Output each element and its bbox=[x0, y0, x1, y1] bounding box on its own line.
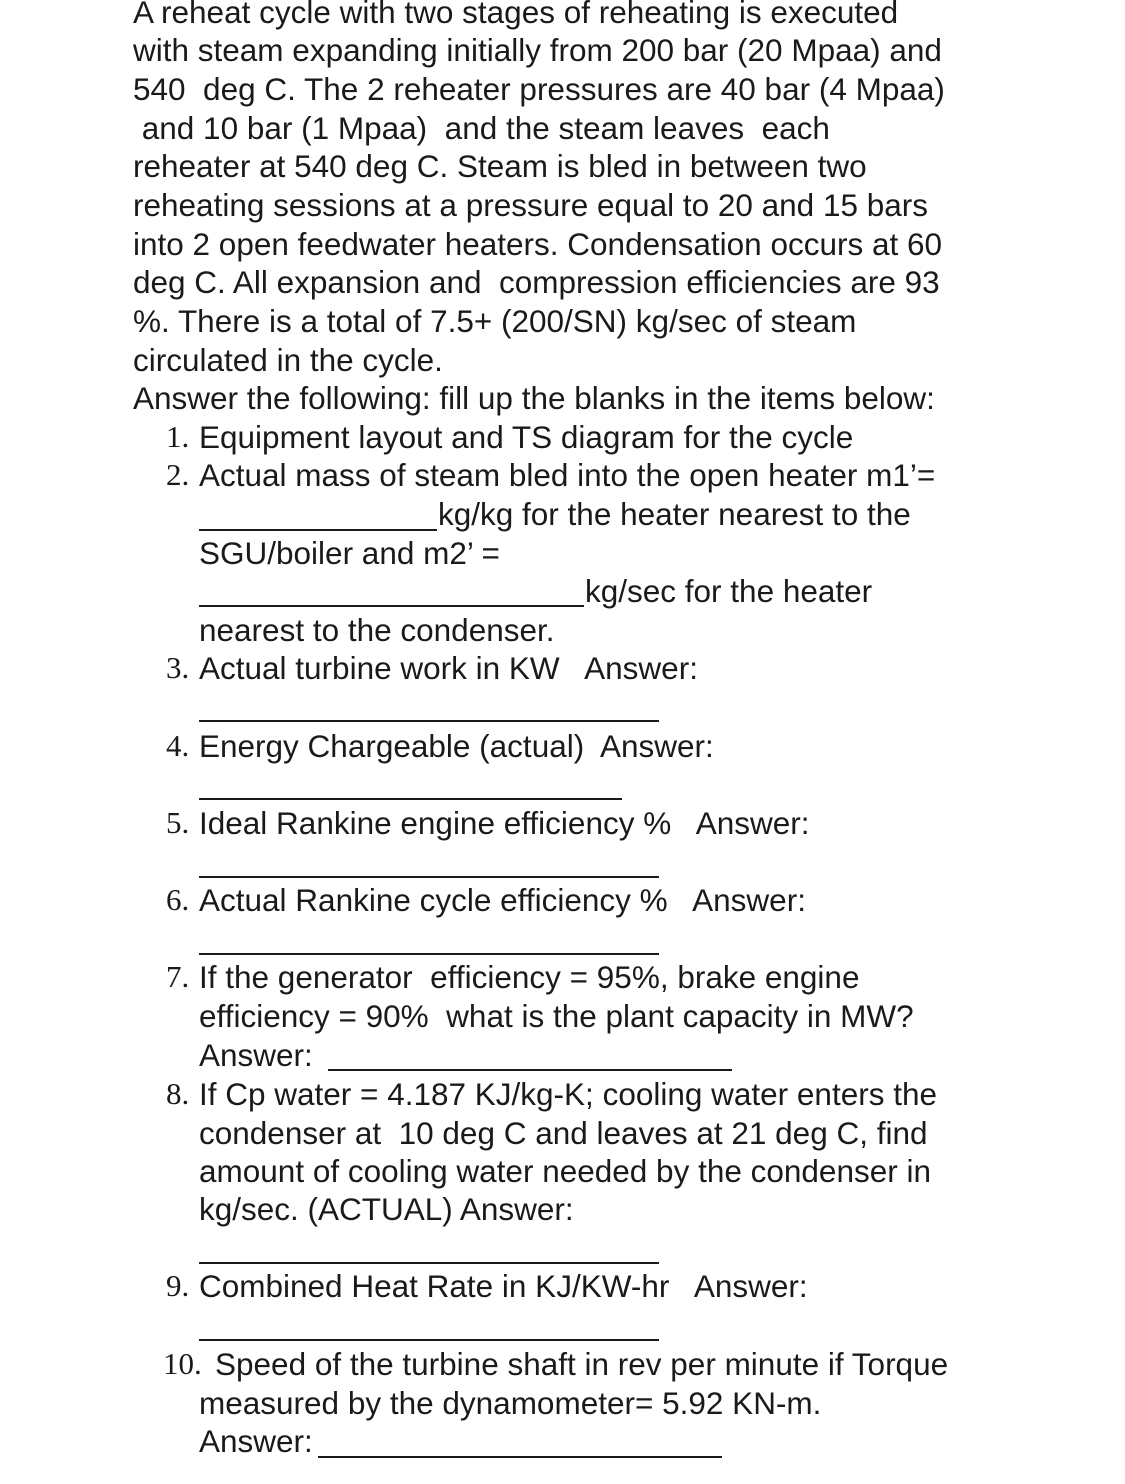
answer-blank-m2[interactable] bbox=[199, 605, 584, 607]
answer-blank[interactable] bbox=[199, 1339, 659, 1341]
item-text: Answer: bbox=[199, 1037, 313, 1073]
item-text: Actual turbine work in KW Answer: bbox=[199, 650, 698, 686]
problem-line: 540 deg C. The 2 reheater pressures are 40 bar (4 Mpaa) bbox=[133, 71, 945, 107]
problem-line: into 2 open feedwater heaters. Condensation occurs at 60 bbox=[133, 226, 943, 262]
answer-blank[interactable] bbox=[328, 1069, 732, 1071]
item-text: efficiency = 90% what is the plant capacity in MW? bbox=[199, 998, 914, 1034]
item-text: SGU/boiler and m2’ = bbox=[199, 535, 500, 571]
answer-blank[interactable] bbox=[199, 798, 622, 800]
problem-line: %. There is a total of 7.5+ (200/SN) kg/sec of steam bbox=[133, 303, 857, 339]
item-number: 9. bbox=[166, 1268, 190, 1303]
item-number: 4. bbox=[166, 728, 190, 763]
answer-blank[interactable] bbox=[318, 1456, 722, 1458]
item-text: condenser at 10 deg C and leaves at 21 deg C, find bbox=[199, 1115, 928, 1151]
answer-blank[interactable] bbox=[199, 1262, 659, 1264]
item-text: Combined Heat Rate in KJ/KW-hr Answer: bbox=[199, 1268, 808, 1304]
item-text: Speed of the turbine shaft in rev per minute if Torque bbox=[215, 1346, 949, 1382]
item-number: 10. bbox=[163, 1346, 202, 1381]
item-number: 3. bbox=[166, 650, 190, 685]
item-number: 7. bbox=[166, 959, 190, 994]
item-text: Equipment layout and TS diagram for the cycle bbox=[199, 419, 854, 455]
item-text: Actual Rankine cycle efficiency % Answer: bbox=[199, 882, 806, 918]
answer-blank[interactable] bbox=[199, 953, 659, 955]
problem-line: reheater at 540 deg C. Steam is bled in between two bbox=[133, 148, 867, 184]
item-text: Actual mass of steam bled into the open heater m1’= bbox=[199, 457, 936, 493]
item-text: amount of cooling water needed by the condenser in bbox=[199, 1153, 931, 1189]
problem-line: and 10 bar (1 Mpaa) and the steam leaves each bbox=[133, 110, 830, 146]
item-text: kg/kg for the heater nearest to the bbox=[438, 496, 911, 532]
item-text: measured by the dynamometer= 5.92 KN-m. bbox=[199, 1385, 822, 1421]
item-text: Answer: bbox=[199, 1423, 313, 1459]
item-text: If the generator efficiency = 95%, brake engine bbox=[199, 959, 860, 995]
item-number: 8. bbox=[166, 1076, 190, 1111]
problem-line: A reheat cycle with two stages of reheating is executed bbox=[133, 0, 899, 30]
answer-blank[interactable] bbox=[199, 720, 659, 722]
answer-blank-m1[interactable] bbox=[199, 529, 437, 531]
instructions-line: Answer the following: fill up the blanks in the items below: bbox=[133, 380, 935, 416]
item-text: If Cp water = 4.187 KJ/kg-K; cooling water enters the bbox=[199, 1076, 938, 1112]
item-text: nearest to the condenser. bbox=[199, 612, 555, 648]
item-number: 1. bbox=[166, 419, 190, 454]
item-text: Energy Chargeable (actual) Answer: bbox=[199, 728, 714, 764]
item-number: 6. bbox=[166, 882, 190, 917]
problem-line: reheating sessions at a pressure equal to 20 and 15 bars bbox=[133, 187, 929, 223]
problem-line: circulated in the cycle. bbox=[133, 342, 443, 378]
item-text: kg/sec. (ACTUAL) Answer: bbox=[199, 1191, 574, 1227]
problem-line: deg C. All expansion and compression efficiencies are 93 bbox=[133, 264, 940, 300]
answer-blank[interactable] bbox=[199, 876, 659, 878]
item-number: 2. bbox=[166, 457, 190, 492]
item-text: kg/sec for the heater bbox=[585, 573, 873, 609]
item-text: Ideal Rankine engine efficiency % Answer: bbox=[199, 805, 810, 841]
problem-line: with steam expanding initially from 200 bar (20 Mpaa) and bbox=[133, 32, 942, 68]
item-number: 5. bbox=[166, 805, 190, 840]
